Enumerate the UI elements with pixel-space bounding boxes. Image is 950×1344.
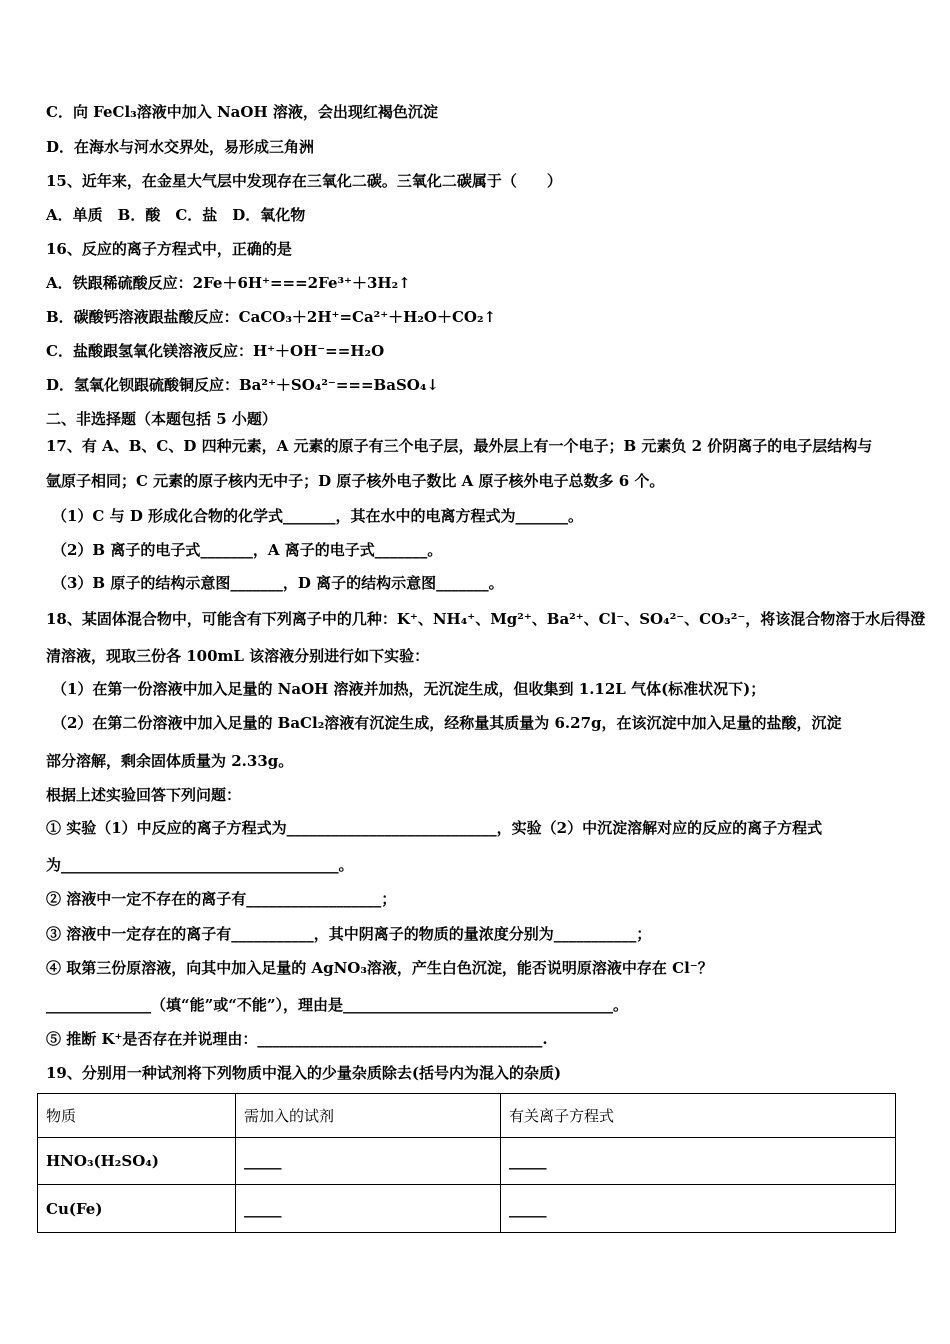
q14-option-d: D．在海水与河水交界处，易形成三角洲 <box>46 138 315 156</box>
q15-options: A．单质 B．酸 C．盐 D．氧化物 <box>46 206 306 224</box>
q14-option-c: C．向 FeCl₃溶液中加入 NaOH 溶液，会出现红褐色沉淀 <box>46 103 438 121</box>
table-row <box>38 1185 896 1233</box>
table-cell-substance: Cu(Fe) <box>38 1185 236 1233</box>
q18-prompt: 根据上述实验回答下列问题： <box>46 786 242 804</box>
q16-stem: 16、反应的离子方程式中，正确的是 <box>46 240 292 258</box>
table-row <box>38 1138 896 1185</box>
q18-experiment1: （1）在第一份溶液中加入足量的 NaOH 溶液并加热，无沉淀生成，但收集到 1.12L 气体(标准状况下)； <box>52 680 766 698</box>
table-header-equation: 有关离子方程式 <box>501 1094 896 1138</box>
table-header-row <box>38 1094 896 1138</box>
section-heading: 二、非选择题（本题包括 5 小题） <box>46 410 277 428</box>
q18-sub4a: ④ 取第三份原溶液，向其中加入足量的 AgNO₃溶液，产生白色沉淀，能否说明原溶液中存在 Cl⁻？ <box>46 959 713 977</box>
q19-table <box>37 1093 896 1233</box>
table-header-substance: 物质 <box>38 1094 236 1138</box>
q17-line2: 氩原子相同；C 元素的原子核内无中子；D 原子核外电子数比 A 原子核外电子总数多 6 个。 <box>46 472 665 490</box>
q16-option-b: B．碳酸钙溶液跟盐酸反应：CaCO₃＋2H⁺=Ca²⁺＋H₂O＋CO₂↑ <box>46 308 497 326</box>
q18-sub1a: ① 实验（1）中反应的离子方程式为____________________________，实验（2）中沉淀溶解对应的反应的离子方程式 <box>46 819 823 837</box>
q16-option-c: C．盐酸跟氢氧化镁溶液反应：H⁺＋OH⁻==H₂O <box>46 342 385 360</box>
q17-part2: （2）B 离子的电子式_______，A 离子的电子式_______。 <box>52 541 443 559</box>
q18-sub2: ② 溶液中一定不存在的离子有__________________； <box>46 890 397 908</box>
q16-option-d: D．氢氧化钡跟硫酸铜反应：Ba²⁺＋SO₄²⁻===BaSO₄↓ <box>46 376 439 394</box>
table-cell-substance: HNO₃(H₂SO₄) <box>38 1138 236 1185</box>
table-header-reagent: 需加入的试剂 <box>236 1094 501 1138</box>
table-cell-reagent: _____ <box>236 1138 501 1185</box>
q19-stem: 19、分别用一种试剂将下列物质中混入的少量杂质除去(括号内为混入的杂质) <box>46 1064 562 1082</box>
table-cell-reagent: _____ <box>236 1185 501 1233</box>
q18-sub4b: ______________（填“能”或“不能”），理由是____________________________________。 <box>46 996 629 1014</box>
q18-experiment2b: 部分溶解，剩余固体质量为 2.33g。 <box>46 752 294 770</box>
q18-sub5: ⑤ 推断 K⁺是否存在并说理由：______________________________________. <box>46 1030 548 1048</box>
q18-line2: 清溶液，现取三份各 100mL 该溶液分别进行如下实验： <box>46 647 430 665</box>
table-cell-equation: _____ <box>501 1138 896 1185</box>
q17-part1: （1）C 与 D 形成化合物的化学式_______，其在水中的电离方程式为_______。 <box>52 507 584 525</box>
q15-stem: 15、近年来，在金星大气层中发现存在三氧化二碳。三氧化二碳属于（ ） <box>46 172 562 190</box>
q18-line1: 18、某固体混合物中，可能含有下列离子中的几种：K⁺、NH₄⁺、Mg²⁺、Ba²⁺、Cl⁻、SO₄²⁻、CO₃²⁻，将该混合物溶于水后得澄 <box>46 610 926 628</box>
q18-experiment2a: （2）在第二份溶液中加入足量的 BaCl₂溶液有沉淀生成，经称量其质量为 6.27g，在该沉淀中加入足量的盐酸，沉淀 <box>52 714 842 732</box>
q16-option-a: A．铁跟稀硫酸反应：2Fe＋6H⁺===2Fe³⁺＋3H₂↑ <box>46 274 411 292</box>
q17-line1: 17、有 A、B、C、D 四种元素，A 元素的原子有三个电子层，最外层上有一个电子；B 元素负 2 价阴离子的电子层结构与 <box>46 437 873 455</box>
q18-sub1b: 为_____________________________________。 <box>46 856 354 874</box>
q18-sub3: ③ 溶液中一定存在的离子有___________，其中阴离子的物质的量浓度分别为___________； <box>46 925 652 943</box>
q17-part3: （3）B 原子的结构示意图_______，D 离子的结构示意图_______。 <box>52 574 504 592</box>
table-cell-equation: _____ <box>501 1185 896 1233</box>
